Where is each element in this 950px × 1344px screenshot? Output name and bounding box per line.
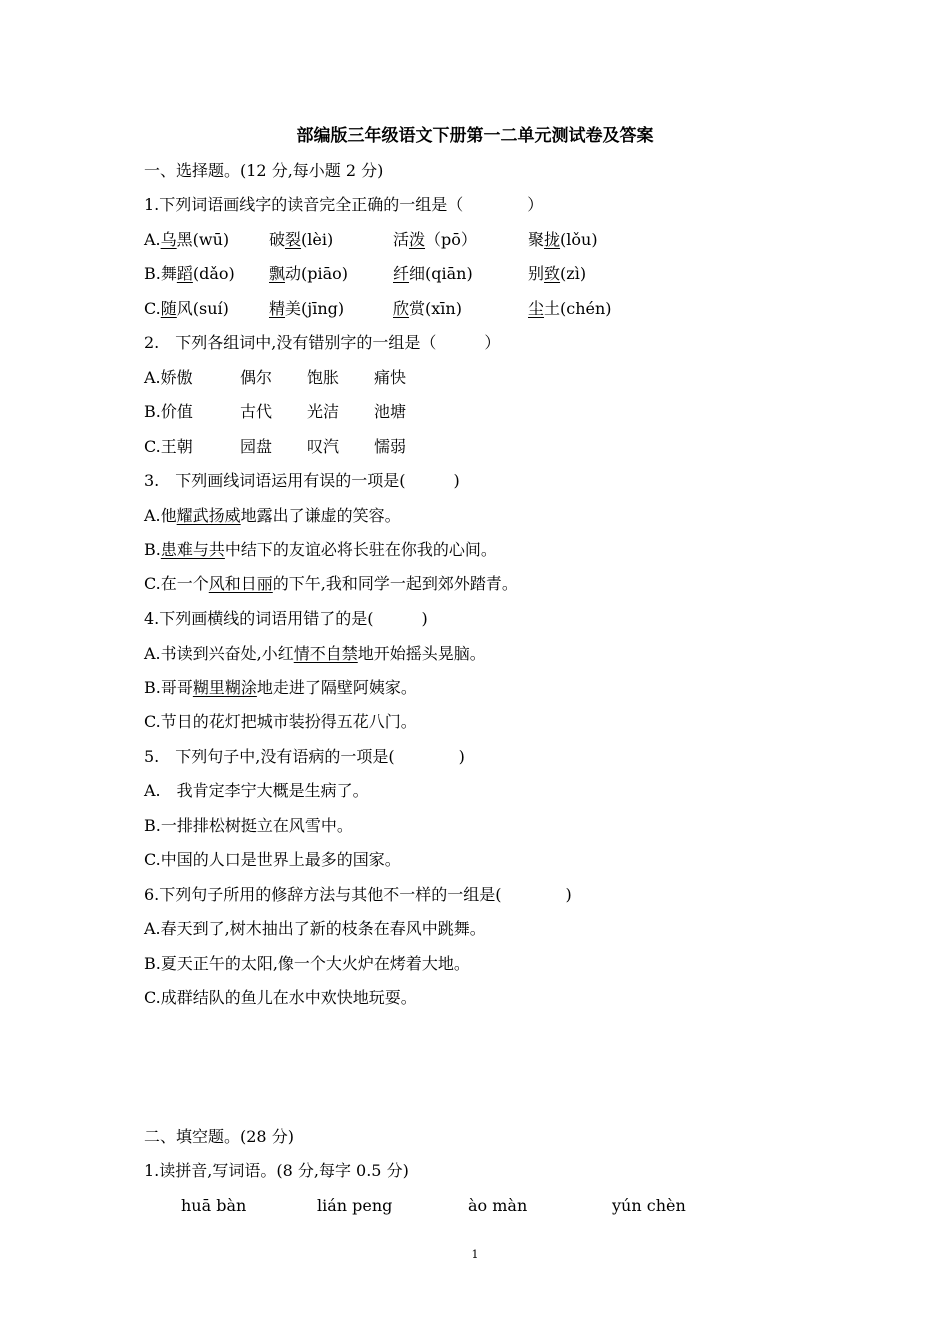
q1-b-item-1: B.舞蹈(dǎo) (144, 264, 235, 283)
q2-option-c (144, 436, 544, 458)
q4-option-b: B.哥哥糊里糊涂地走进了隔壁阿姨家。 (144, 678, 417, 697)
q2-b-word-2: 古代 (240, 402, 273, 421)
q3-option-b: B.患难与共中结下的友谊必将长驻在你我的心间。 (144, 540, 497, 559)
q2-b-word-1: B.价值 (144, 402, 193, 421)
q2-option-b (144, 401, 544, 423)
pinyin-item: ào màn (468, 1196, 528, 1215)
q1-c-item-1: C.随风(suí) (144, 299, 229, 318)
page-number: 1 (471, 1248, 479, 1261)
q2-c-word-3: 叹汽 (307, 437, 340, 456)
q3-stem: 3. 下列画线词语运用有误的一项是( ) (144, 471, 460, 490)
q1-option-c (144, 298, 844, 320)
q1-a-item-2: 破裂(lèi) (269, 230, 334, 249)
q6-option-c: C.成群结队的鱼儿在水中欢快地玩耍。 (144, 988, 417, 1007)
q6-stem: 6.下列句子所用的修辞方法与其他不一样的一组是( ) (144, 885, 572, 904)
section2-heading: 二、填空题。(28 分) (144, 1127, 294, 1146)
q1-option-b (144, 263, 844, 285)
q1-c-item-4: 尘土(chén) (528, 299, 612, 318)
q2-a-word-2: 偶尔 (240, 368, 273, 387)
q1-c-item-3: 欣赏(xīn) (393, 299, 462, 318)
q2-a-word-4: 痛快 (374, 368, 407, 387)
q3-option-c: C.在一个风和日丽的下午,我和同学一起到郊外踏青。 (144, 574, 518, 593)
q6-option-b: B.夏天正午的太阳,像一个大火炉在烤着大地。 (144, 954, 470, 973)
q4-option-c: C.节日的花灯把城市装扮得五花八门。 (144, 712, 417, 731)
q2-option-a (144, 367, 544, 389)
q6-option-a: A.春天到了,树木抽出了新的枝条在春风中跳舞。 (144, 919, 486, 938)
q5-option-c: C.中国的人口是世界上最多的国家。 (144, 850, 401, 869)
q2-b-word-3: 光洁 (307, 402, 340, 421)
q1-stem: 1.下列词语画线字的读音完全正确的一组是（ ） (144, 195, 544, 214)
q5-option-a: A. 我肯定李宁大概是生病了。 (144, 781, 369, 800)
q2-a-word-3: 饱胀 (307, 368, 340, 387)
q4-option-a: A.书读到兴奋处,小红情不自禁地开始摇头晃脑。 (144, 644, 486, 663)
section1-heading: 一、选择题。(12 分,每小题 2 分) (144, 161, 384, 180)
pinyin-item: yún chèn (612, 1196, 686, 1215)
pinyin-item: lián peng (317, 1196, 393, 1215)
q1-a-item-4: 聚拢(lǒu) (528, 230, 598, 249)
q1-a-item-3: 活泼（pō） (393, 230, 477, 249)
q1-b-item-3: 纤细(qiān) (393, 264, 473, 283)
q2-c-word-4: 懦弱 (374, 437, 407, 456)
q3-option-a: A.他耀武扬威地露出了谦虚的笑容。 (144, 506, 401, 525)
q2-b-word-4: 池塘 (374, 402, 407, 421)
q5-option-b: B.一排排松树挺立在风雪中。 (144, 816, 353, 835)
q1-option-a (144, 229, 844, 251)
q1-c-item-2: 精美(jīng) (269, 299, 345, 318)
q1-b-item-2: 飘动(piāo) (269, 264, 349, 283)
q2-a-word-1: A.娇傲 (144, 368, 193, 387)
q2-c-word-2: 园盘 (240, 437, 273, 456)
s2-q1-stem: 1.读拼音,写词语。(8 分,每字 0.5 分) (144, 1161, 409, 1180)
q2-stem: 2. 下列各组词中,没有错别字的一组是（ ） (144, 333, 501, 352)
q1-a-item-1: A.乌黑(wū) (144, 230, 230, 249)
q1-b-item-4: 别致(zì) (528, 264, 587, 283)
page-title: 部编版三年级语文下册第一二单元测试卷及答案 (296, 126, 654, 146)
q5-stem: 5. 下列句子中,没有语病的一项是( ) (144, 747, 465, 766)
q2-c-word-1: C.王朝 (144, 437, 193, 456)
q4-stem: 4.下列画横线的词语用错了的是( ) (144, 609, 428, 628)
pinyin-item: huā bàn (181, 1196, 247, 1215)
